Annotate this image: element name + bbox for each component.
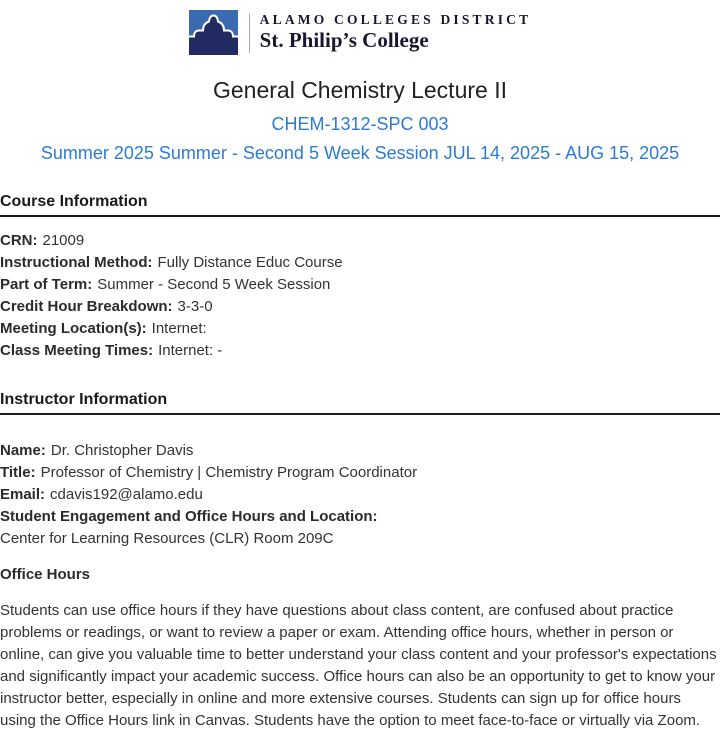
field-value: Fully Distance Educ Course: [157, 254, 343, 271]
course-information-fields: [0, 230, 720, 362]
field-label: Credit Hour Breakdown:: [0, 298, 173, 315]
term-dates: Summer 2025 Summer - Second 5 Week Session JUL 14, 2025 - AUG 15, 2025: [40, 143, 680, 163]
section-heading-instructor-information: Instructor Information: [0, 390, 720, 415]
field-instructional-method: [0, 252, 720, 274]
field-value: 3-3-0: [177, 298, 213, 315]
field-value: Professor of Chemistry | Chemistry Program Coordinator: [40, 464, 418, 481]
field-office-hours-location-label: [0, 506, 720, 528]
field-value: 21009: [42, 232, 85, 249]
page-title: General Chemistry Lecture II: [212, 77, 507, 103]
field-instructor-title: [0, 462, 720, 484]
field-value: cdavis192@alamo.edu: [50, 486, 203, 503]
field-label: Email:: [0, 486, 46, 503]
field-class-meeting-times: [0, 340, 720, 362]
field-label: Instructional Method:: [0, 254, 153, 271]
field-value: Internet:: [151, 320, 207, 337]
field-part-of-term: [0, 274, 720, 296]
field-instructor-email: [0, 484, 720, 506]
field-instructor-name: [0, 440, 720, 462]
section-heading-course-information: Course Information: [0, 192, 720, 217]
logo-district-name: ALAMO COLLEGES DISTRICT: [259, 12, 532, 28]
logo-divider: [249, 13, 250, 53]
field-label: Class Meeting Times:: [0, 342, 154, 359]
field-label: Name:: [0, 442, 46, 459]
field-label: CRN:: [0, 232, 38, 249]
alamo-mission-icon: [189, 10, 238, 55]
field-value: Internet: -: [158, 342, 223, 359]
course-code: CHEM-1312-SPC 003: [271, 114, 449, 134]
field-value: Summer - Second 5 Week Session: [97, 276, 331, 293]
field-label: Meeting Location(s):: [0, 320, 147, 337]
college-logo: [0, 0, 720, 55]
field-meeting-locations: [0, 318, 720, 340]
instructor-information-fields: [0, 440, 720, 550]
field-label: Title:: [0, 464, 36, 481]
office-hours-heading: Office Hours: [0, 566, 91, 583]
field-label: Part of Term:: [0, 276, 93, 293]
office-location-line: Center for Learning Resources (CLR) Room 209C: [0, 530, 334, 547]
logo-college-name: St. Philip’s College: [259, 27, 429, 52]
field-value: Dr. Christopher Davis: [50, 442, 194, 459]
office-hours-paragraph: Students can use office hours if they have questions about class content, are confused about practice problems or readings, or want to review a paper or exam. Attending office hours, whether in person or online, can give you valuable time to better understand your class content and your professor's expectations and significantly impact your academic success. Office hours can also be an opportunity to get to know your instructor better, especially in online and more extensive courses. Students can sign up for office hours using the Office Hours link in Canvas. Students have the option to meet face-to-face or virtually via Zoom.: [0, 602, 717, 729]
logo-text: [260, 13, 532, 52]
field-crn: [0, 230, 720, 252]
field-credit-hour-breakdown: [0, 296, 720, 318]
field-label: Student Engagement and Office Hours and Location:: [0, 508, 378, 525]
